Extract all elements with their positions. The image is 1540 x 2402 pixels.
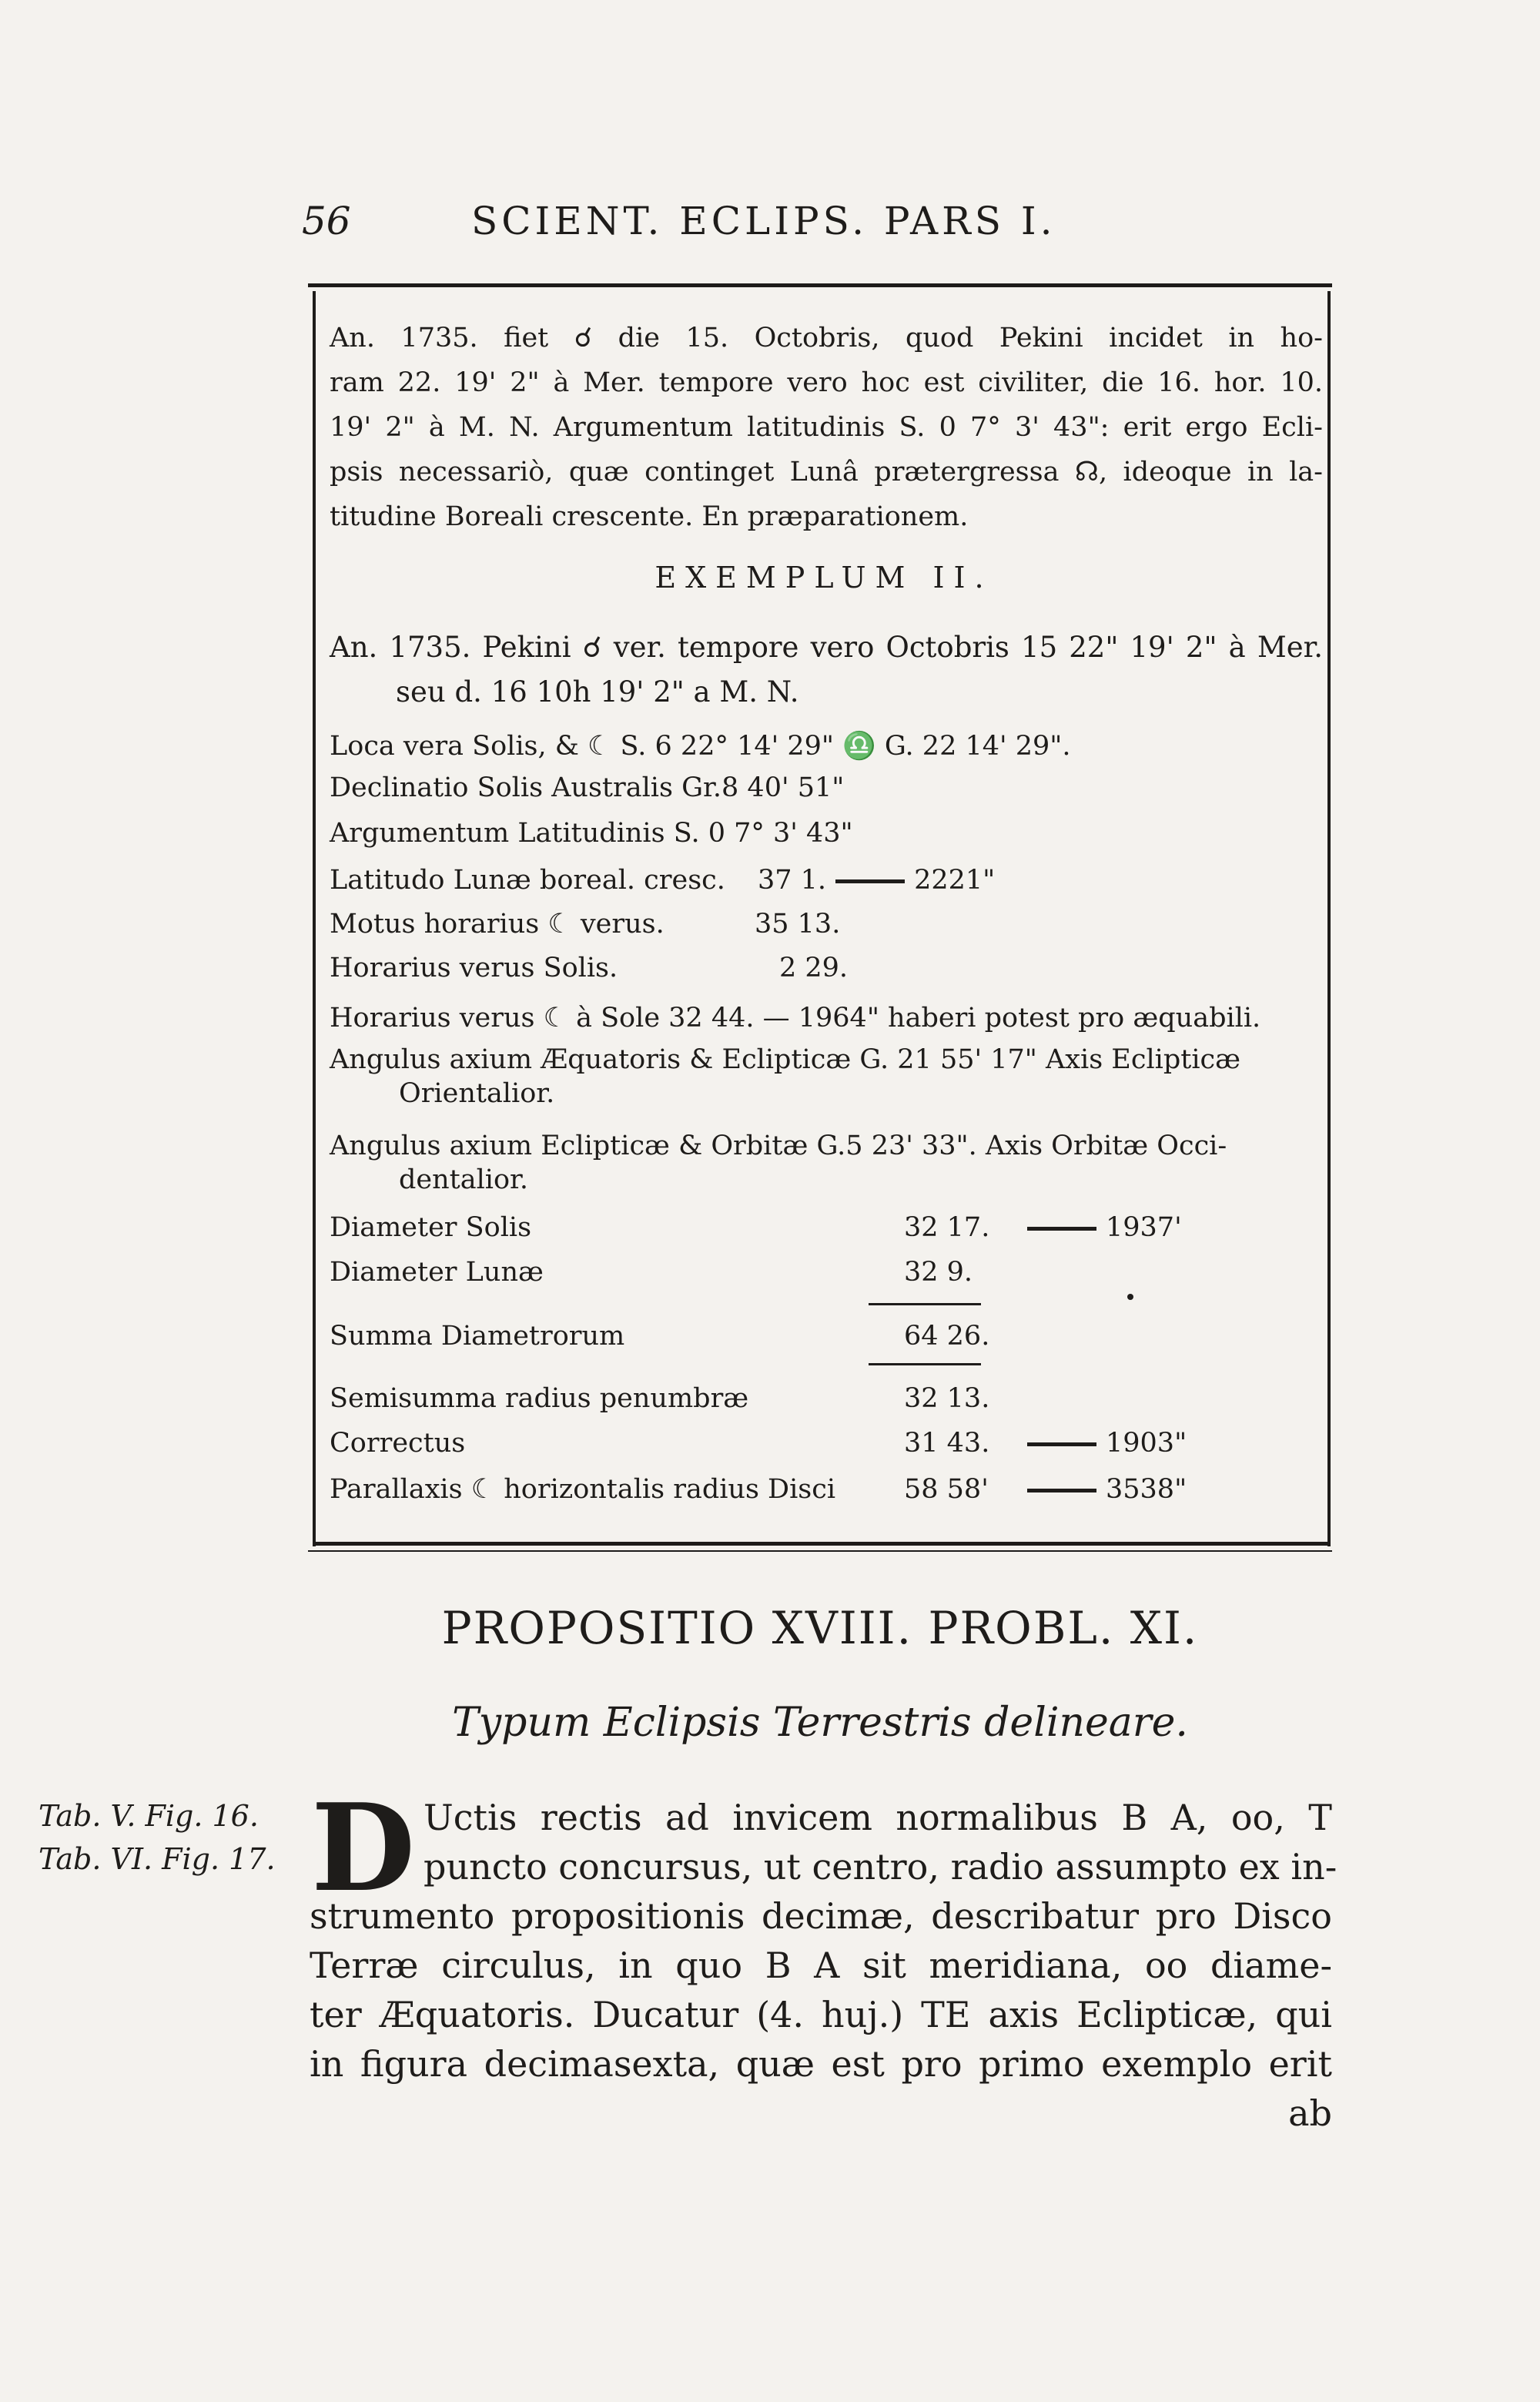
table-row-value: 64 26. — [904, 1321, 990, 1352]
table-row-value: 31 43. — [904, 1428, 990, 1459]
table-row-seconds — [1018, 1428, 1187, 1459]
dash-rule — [1027, 1489, 1096, 1492]
seconds-text: 3538" — [1106, 1474, 1187, 1505]
dash-rule — [1027, 1227, 1096, 1231]
intro-line: ram 22. 19' 2" à Mer. tempore vero hoc est civiliter, die 16. hor. 10. — [330, 367, 1323, 398]
table-row-value: 32 13. — [904, 1383, 990, 1414]
angulus-orbitae — [330, 1129, 1323, 1197]
box-top-rule — [308, 283, 1332, 287]
intro-paragraph — [330, 316, 1323, 539]
table-row-label: Parallaxis ☾ horizontalis radius Disci — [330, 1474, 836, 1505]
sum-rule — [869, 1303, 981, 1305]
margin-note: Tab. V. Fig. 16. — [38, 1799, 259, 1833]
box-bottom-rule — [316, 1542, 1331, 1546]
page-number: 56 — [302, 199, 351, 243]
example-line: An. 1735. Pekini ☌ ver. tempore vero Octobris 15 22" 19' 2" à Mer. — [330, 631, 1323, 664]
intro-line: psis necessariò, quæ continget Lunâ prætergressa ☊, ideoque in la- — [330, 457, 1323, 487]
table-row-value: 32 17. — [904, 1212, 990, 1243]
margin-note: Tab. VI. Fig. 17. — [38, 1842, 276, 1876]
example-statement — [330, 625, 1323, 715]
ink-dot — [1127, 1294, 1133, 1300]
angulus-line: dentalior. — [399, 1164, 529, 1195]
running-title: SCIENT. ECLIPS. PARS I. — [471, 199, 1056, 243]
angulus-line: Angulus axium Eclipticæ & Orbitæ G.5 23' 33". Axis Orbitæ Occi- — [330, 1131, 1227, 1161]
catchword: ab — [1288, 2092, 1332, 2134]
declinatio-line: Declinatio Solis Australis Gr.8 40' 51" — [330, 772, 845, 803]
seconds-text: 1903" — [1106, 1428, 1187, 1459]
proposition-title: PROPOSITIO XVIII. PROBL. XI. — [441, 1602, 1199, 1654]
horarius-sole-line: Horarius verus ☾ à Sole 32 44. — 1964" haberi potest pro æquabili. — [330, 1003, 1261, 1033]
latitudo-value-text: 37 1. — [758, 865, 827, 896]
intro-line: An. 1735. fiet ☌ die 15. Octobris, quod Pekini incidet in ho- — [330, 323, 1323, 353]
table-row-label: Summa Diametrorum — [330, 1321, 625, 1352]
body-paragraph — [310, 1793, 1337, 2138]
table-row-seconds — [1018, 1212, 1182, 1243]
box-bottom-rule-outer — [308, 1550, 1332, 1552]
proposition-subtitle: Typum Eclipsis Terrestris delineare. — [452, 1700, 1188, 1746]
seconds-text: 1937' — [1106, 1212, 1182, 1243]
intro-line: 19' 2" à M. N. Argumentum latitudinis S. 0 7° 3' 43": erit ergo Ecli- — [330, 412, 1323, 443]
box-right-rule — [1327, 291, 1331, 1546]
example-line: seu d. 16 10h 19' 2" a M. N. — [396, 675, 799, 709]
loca-vera-line: Loca vera Solis, & ☾ S. 6 22° 14' 29" ♎ G. 22 14' 29". — [330, 731, 1071, 762]
body-line: Terræ circulus, in quo B A sit meridiana, oo diame- — [310, 1945, 1332, 1986]
angulus-aequatoris — [330, 1043, 1323, 1111]
dash-rule — [1027, 1442, 1096, 1446]
table-row-label: Diameter Solis — [330, 1212, 532, 1243]
table-row-label: Semisumma radius penumbræ — [330, 1383, 749, 1414]
box-left-rule — [313, 291, 316, 1546]
intro-line: titudine Boreali crescente. En præparationem. — [330, 501, 969, 532]
table-row-value: 32 9. — [904, 1257, 973, 1288]
motus-value: 35 13. — [755, 909, 841, 940]
body-line: ter Æquatoris. Ducatur (4. huj.) TE axis Eclipticæ, qui — [310, 1994, 1332, 2035]
latitudo-value — [758, 865, 995, 896]
body-line: puncto concursus, ut centro, radio assumpto ex in- — [424, 1846, 1337, 1888]
drop-cap: D — [311, 1777, 416, 1918]
latitudo-seconds: 2221" — [914, 865, 996, 896]
body-line: strumento propositionis decimæ, describatur pro Disco — [310, 1895, 1332, 1937]
angulus-line: Orientalior. — [399, 1078, 555, 1109]
body-line: in figura decimasexta, quæ est pro primo exemplo erit — [310, 2043, 1332, 2085]
body-line: Uctis rectis ad invicem normalibus B A, oo, T — [424, 1797, 1332, 1838]
table-row-seconds — [1018, 1474, 1187, 1505]
table-row-value: 58 58' — [904, 1474, 989, 1505]
table-row-label: Diameter Lunæ — [330, 1257, 544, 1288]
latitudo-label: Latitudo Lunæ boreal. cresc. — [330, 865, 725, 896]
motus-label: Motus horarius ☾ verus. — [330, 909, 665, 940]
example-heading: EXEMPLUM II. — [654, 561, 993, 595]
argumentum-line: Argumentum Latitudinis S. 0 7° 3' 43" — [330, 818, 853, 849]
dash-rule — [835, 879, 905, 883]
sum-rule — [869, 1363, 981, 1365]
horarius-solis-label: Horarius verus Solis. — [330, 953, 618, 983]
horarius-solis-value: 2 29. — [779, 953, 849, 983]
angulus-line: Angulus axium Æquatoris & Eclipticæ G. 21 55' 17" Axis Eclipticæ — [330, 1044, 1241, 1075]
table-row-label: Correctus — [330, 1428, 466, 1459]
